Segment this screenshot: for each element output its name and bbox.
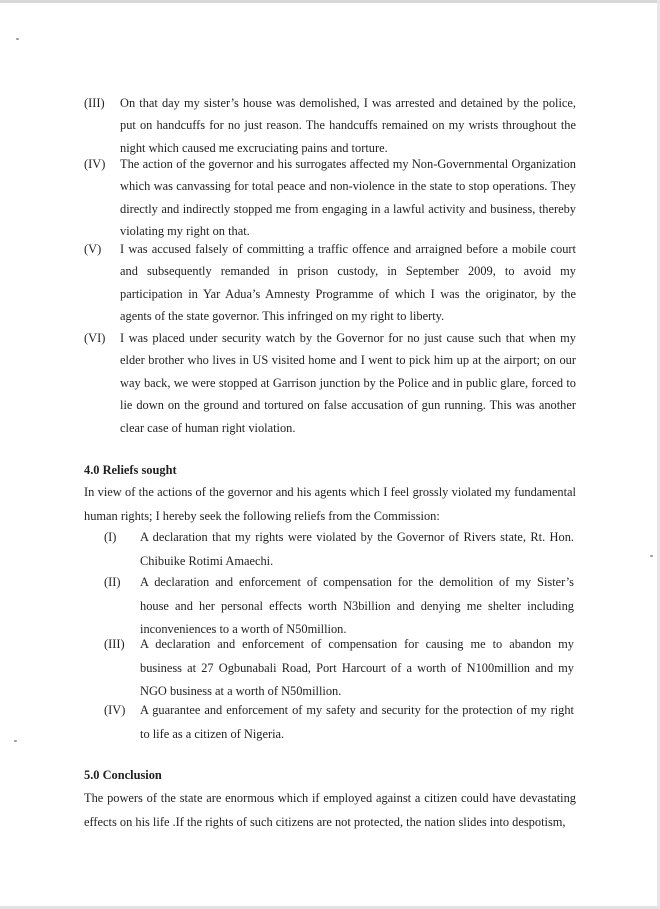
item-number: (VI) (84, 331, 106, 345)
relief-number: (IV) (104, 703, 126, 717)
conclusion-heading: 5.0 Conclusion (84, 768, 162, 782)
allegation-item (84, 327, 576, 439)
relief-number: (III) (104, 637, 125, 651)
item-text: I was placed under security watch by the Governor for no just cause such that when my elder brother who lives in US visited home and I went to pick him up at the airport; on our way back, we were stopped at Garrison junction by the Police and in public glare, forced to lie down on the ground and tortured on false accusation of gun running. This was another clear case of human right violation. (120, 331, 576, 435)
relief-item (104, 633, 574, 704)
relief-text: A declaration and enforcement of compensation for causing me to abandon my business at 27 Ogbunabali Road, Port Harcourt of a worth of N100million and my NGO business at a worth of N50million. (140, 637, 574, 698)
relief-item (104, 699, 574, 746)
item-text: I was accused falsely of committing a traffic offence and arraigned before a mobile court and subsequently remanded in prison custody, in September 2009, to avoid my participation in Yar Adua’s Amnesty Programme of which I was the originator, by the agents of the state governor. This infringed on my right to liberty. (120, 242, 576, 324)
reliefs-heading: 4.0 Reliefs sought (84, 463, 177, 477)
relief-item (104, 526, 574, 573)
relief-number: (I) (104, 530, 117, 544)
item-number: (IV) (84, 157, 106, 171)
allegation-item (84, 92, 576, 159)
relief-text: A declaration and enforcement of compensation for the demolition of my Sister’s house and her personal effects worth N3billion and denying me shelter including inconveniences to a worth of N50million. (140, 575, 574, 636)
allegation-item (84, 153, 576, 243)
relief-item (104, 571, 574, 642)
item-number: (III) (84, 96, 105, 110)
relief-text: A guarantee and enforcement of my safety and security for the protection of my right to life as a citizen of Nigeria. (140, 703, 574, 741)
reliefs-intro: In view of the actions of the governor and his agents which I feel grossly violated my fundamental human rights; I hereby seek the following reliefs from the Commission: (84, 485, 576, 523)
item-text: On that day my sister’s house was demolished, I was arrested and detained by the police, put on handcuffs for no just reason. The handcuffs remained on my wrists throughout the night which caused me excruciating pains and torture. (120, 96, 576, 155)
scan-edge-top (0, 0, 660, 3)
scan-speck (650, 555, 653, 557)
relief-text: A declaration that my rights were violated by the Governor of Rivers state, Rt. Hon. Chibuike Rotimi Amaechi. (140, 530, 574, 568)
item-number: (V) (84, 242, 102, 256)
item-text: The action of the governor and his surrogates affected my Non-Governmental Organization which was canvassing for total peace and non-violence in the state to stop operations. They directly and indirectly stopped me from engaging in a lawful activity and business, thereby violating my right on that. (120, 157, 576, 239)
allegation-item (84, 238, 576, 328)
scan-speck (16, 38, 19, 40)
relief-number: (II) (104, 575, 121, 589)
scan-speck (14, 740, 17, 742)
conclusion-text: The powers of the state are enormous which if employed against a citizen could have devastating effects on his life .If the rights of such citizens are not protected, the nation slides into despotism, (84, 791, 576, 829)
